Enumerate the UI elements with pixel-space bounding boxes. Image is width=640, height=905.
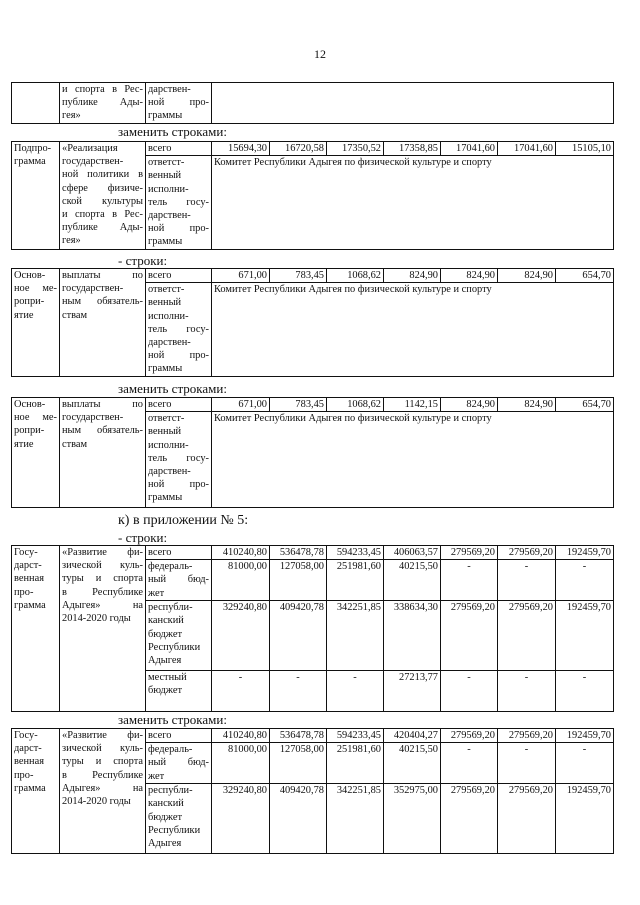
cell-total-label: всего bbox=[146, 269, 212, 283]
value-cell: 279569,20 bbox=[441, 784, 498, 854]
cell-line: 2014-2020 годы bbox=[62, 796, 131, 808]
value-cell: 1068,62 bbox=[327, 269, 384, 283]
cell-type bbox=[12, 729, 60, 854]
cell-name bbox=[60, 269, 146, 377]
cell-line: и спорта в Рес- bbox=[62, 209, 143, 221]
cell-executor: Комитет Республики Адыгея по физической культуре и спорту bbox=[212, 156, 614, 249]
table-main-event-new bbox=[11, 397, 614, 508]
cell-line: грамма bbox=[14, 156, 46, 168]
value-cell: 192459,70 bbox=[556, 729, 614, 743]
value-cell: - bbox=[441, 743, 498, 784]
cell-line: ятие bbox=[14, 309, 34, 321]
cell-line: грамма bbox=[14, 782, 46, 794]
cell-line: бюджет bbox=[148, 811, 183, 823]
cell-line: в Республике bbox=[62, 769, 143, 781]
value-cell: 279569,20 bbox=[498, 729, 556, 743]
cell-line: жет bbox=[148, 770, 165, 782]
cell-line: исполни- bbox=[148, 183, 189, 195]
cell-line: республи- bbox=[148, 785, 193, 797]
value-cell: - bbox=[327, 671, 384, 712]
value-cell: 409420,78 bbox=[270, 784, 327, 854]
cell-line: Республики bbox=[148, 641, 201, 653]
value-cell: 536478,78 bbox=[270, 546, 327, 560]
page-number: 12 bbox=[314, 47, 326, 61]
cell-type bbox=[12, 398, 60, 508]
table-subprogram-replacement bbox=[11, 141, 614, 250]
cell-line: и спорта в Рес- bbox=[62, 84, 143, 95]
cell-line: дарст- bbox=[14, 560, 42, 572]
cell-line: канский bbox=[148, 798, 184, 810]
cell-line: бюджет bbox=[148, 685, 183, 697]
cell-line: ной про- bbox=[148, 479, 209, 491]
value-cell: 279569,20 bbox=[498, 784, 556, 854]
cell-line: ный бюд- bbox=[148, 757, 209, 769]
cell-line: Госу- bbox=[14, 547, 38, 558]
value-cell: 81000,00 bbox=[212, 743, 270, 784]
value-cell: 342251,85 bbox=[327, 601, 384, 671]
value-cell: 192459,70 bbox=[556, 601, 614, 671]
cell-line: дарст- bbox=[14, 743, 42, 755]
cell-row-label bbox=[146, 784, 212, 854]
value-cell: - bbox=[441, 560, 498, 601]
value-cell: 352975,00 bbox=[384, 784, 441, 854]
cell-line: граммы bbox=[148, 236, 183, 248]
value-cell: - bbox=[212, 671, 270, 712]
cell-line: дарствен- bbox=[148, 466, 191, 478]
cell-line: венная bbox=[14, 756, 44, 768]
cell-line: туры и спорта bbox=[62, 756, 143, 768]
cell-empty bbox=[212, 83, 614, 124]
cell-line: ной про- bbox=[148, 223, 209, 235]
cell-line: ответст- bbox=[148, 284, 185, 296]
heading-replace-3: заменить строками: bbox=[118, 712, 227, 727]
cell-line: ной политики в bbox=[62, 169, 143, 181]
value-cell: 15694,30 bbox=[212, 142, 270, 156]
cell-line: федераль- bbox=[148, 561, 193, 573]
cell-line: Основ- bbox=[14, 399, 46, 410]
cell-line: ным обязатель- bbox=[62, 296, 143, 308]
cell-line: ным обязатель- bbox=[62, 425, 143, 437]
value-cell: 279569,20 bbox=[498, 546, 556, 560]
value-cell: 279569,20 bbox=[498, 601, 556, 671]
cell-line: «Развитие фи- bbox=[62, 730, 143, 741]
value-cell: 40215,50 bbox=[384, 560, 441, 601]
value-cell: - bbox=[498, 560, 556, 601]
value-cell: 329240,80 bbox=[212, 601, 270, 671]
cell-line: гея» bbox=[62, 110, 81, 122]
cell-line: дарствен- bbox=[148, 210, 191, 222]
value-cell: - bbox=[556, 743, 614, 784]
cell-exec bbox=[146, 83, 212, 124]
cell-line: дарствен- bbox=[148, 337, 191, 349]
cell-line: тель госу- bbox=[148, 452, 209, 464]
value-cell: 783,45 bbox=[270, 269, 327, 283]
cell-line: Адыгея» на bbox=[62, 782, 143, 794]
value-cell: 409420,78 bbox=[270, 601, 327, 671]
value-cell: 410240,80 bbox=[212, 546, 270, 560]
cell-line: ный бюд- bbox=[148, 574, 209, 586]
cell-line: канский bbox=[148, 615, 184, 627]
value-cell: - bbox=[498, 671, 556, 712]
value-cell: 338634,30 bbox=[384, 601, 441, 671]
value-cell: 329240,80 bbox=[212, 784, 270, 854]
cell-line: федераль- bbox=[148, 744, 193, 756]
cell-type bbox=[12, 546, 60, 712]
cell-line: государствен- bbox=[62, 156, 124, 168]
heading-lines-1: - строки: bbox=[118, 253, 168, 268]
cell-row-label bbox=[146, 601, 212, 671]
value-cell: 824,90 bbox=[498, 269, 556, 283]
cell-line: ствам bbox=[62, 309, 88, 321]
value-cell: - bbox=[556, 560, 614, 601]
value-cell: 127058,00 bbox=[270, 743, 327, 784]
cell-line: ное ме- bbox=[14, 412, 57, 424]
cell-line: публике Ады- bbox=[62, 222, 143, 234]
cell-line: публике Ады- bbox=[62, 97, 143, 109]
cell-total-label: всего bbox=[146, 142, 212, 156]
value-cell: 17350,52 bbox=[327, 142, 384, 156]
value-cell: 342251,85 bbox=[327, 784, 384, 854]
cell-line: граммы bbox=[148, 492, 183, 504]
cell-line: «Развитие фи- bbox=[62, 547, 143, 558]
cell-type bbox=[12, 142, 60, 250]
value-cell: 654,70 bbox=[556, 398, 614, 412]
cell-line: исполни- bbox=[148, 310, 189, 322]
cell-exec bbox=[146, 283, 212, 376]
table-main-event-old bbox=[11, 268, 614, 377]
cell-line: про- bbox=[14, 586, 34, 598]
cell-line: Основ- bbox=[14, 270, 46, 281]
value-cell: 251981,60 bbox=[327, 743, 384, 784]
cell-line: венная bbox=[14, 573, 44, 585]
value-cell: 279569,20 bbox=[441, 601, 498, 671]
value-cell: 251981,60 bbox=[327, 560, 384, 601]
cell-exec bbox=[146, 412, 212, 508]
value-cell: 1142,15 bbox=[384, 398, 441, 412]
value-cell: 279569,20 bbox=[441, 729, 498, 743]
cell-line: тель госу- bbox=[148, 196, 209, 208]
cell-line: тель госу- bbox=[148, 323, 209, 335]
value-cell: 420404,27 bbox=[384, 729, 441, 743]
value-cell: 81000,00 bbox=[212, 560, 270, 601]
cell-line: про- bbox=[14, 769, 34, 781]
value-cell: 824,90 bbox=[498, 398, 556, 412]
cell-exec bbox=[146, 156, 212, 249]
cell-line: жет bbox=[148, 587, 165, 599]
cell-line: республи- bbox=[148, 602, 193, 614]
cell-line: исполни- bbox=[148, 439, 189, 451]
cell-line: венный bbox=[148, 170, 182, 182]
cell-line: Госу- bbox=[14, 730, 38, 741]
cell-line: туры и спорта bbox=[62, 573, 143, 585]
cell-line: зической куль- bbox=[62, 560, 143, 572]
cell-executor: Комитет Республики Адыгея по физической культуре и спорту bbox=[212, 283, 614, 376]
cell-line: ской культуры bbox=[62, 195, 143, 207]
value-cell: 17041,60 bbox=[498, 142, 556, 156]
cell-row-label bbox=[146, 560, 212, 601]
cell-executor: Комитет Республики Адыгея по физической культуре и спорту bbox=[212, 412, 614, 508]
value-cell: 824,90 bbox=[384, 269, 441, 283]
value-cell: 16720,58 bbox=[270, 142, 327, 156]
cell-line: государствен- bbox=[62, 412, 124, 424]
value-cell: 192459,70 bbox=[556, 546, 614, 560]
cell-line: ной про- bbox=[148, 350, 209, 362]
value-cell: 594233,45 bbox=[327, 729, 384, 743]
cell-line: гея» bbox=[62, 235, 81, 247]
value-cell: 824,90 bbox=[441, 269, 498, 283]
cell-line: «Реализация bbox=[62, 143, 118, 154]
cell-line: бюджет bbox=[148, 628, 183, 640]
cell-line: Республики bbox=[148, 824, 201, 836]
cell-line: граммы bbox=[148, 110, 183, 122]
cell-line: ответст- bbox=[148, 413, 185, 425]
value-cell: 17041,60 bbox=[441, 142, 498, 156]
cell-name bbox=[60, 398, 146, 508]
cell-name bbox=[60, 729, 146, 854]
cell-line: ятие bbox=[14, 438, 34, 450]
cell-line: 2014-2020 годы bbox=[62, 613, 131, 625]
value-cell: 406063,57 bbox=[384, 546, 441, 560]
cell-line: Адыгея bbox=[148, 838, 182, 850]
value-cell: 783,45 bbox=[270, 398, 327, 412]
cell-name bbox=[60, 142, 146, 250]
cell-name bbox=[60, 546, 146, 712]
cell-line: грамма bbox=[14, 599, 46, 611]
value-cell: - bbox=[270, 671, 327, 712]
cell-line: всего bbox=[148, 730, 172, 741]
table-fragment-top bbox=[11, 82, 614, 124]
value-cell: 15105,10 bbox=[556, 142, 614, 156]
cell-line: ной про- bbox=[148, 97, 209, 109]
cell-line: ропри- bbox=[14, 425, 45, 437]
cell-line: ствам bbox=[62, 438, 88, 450]
cell-type bbox=[12, 269, 60, 377]
cell-row-label bbox=[146, 729, 212, 743]
value-cell: 40215,50 bbox=[384, 743, 441, 784]
heading-replace-1: заменить строками: bbox=[118, 124, 227, 139]
value-cell: 27213,77 bbox=[384, 671, 441, 712]
cell-line: граммы bbox=[148, 363, 183, 375]
cell-empty bbox=[12, 83, 60, 124]
cell-line: ропри- bbox=[14, 296, 45, 308]
table-state-program-old bbox=[11, 545, 614, 712]
cell-row-label bbox=[146, 671, 212, 712]
value-cell: - bbox=[441, 671, 498, 712]
value-cell: 410240,80 bbox=[212, 729, 270, 743]
cell-line: местный bbox=[148, 672, 187, 684]
value-cell: 824,90 bbox=[441, 398, 498, 412]
cell-name bbox=[60, 83, 146, 124]
value-cell: - bbox=[498, 743, 556, 784]
value-cell: 594233,45 bbox=[327, 546, 384, 560]
cell-line: государствен- bbox=[62, 283, 124, 295]
value-cell: - bbox=[556, 671, 614, 712]
cell-total-label: всего bbox=[146, 398, 212, 412]
value-cell: 1068,62 bbox=[327, 398, 384, 412]
heading-appendix: к) в приложении № 5: bbox=[118, 513, 249, 528]
cell-line: Адыгея» на bbox=[62, 599, 143, 611]
cell-line: ное ме- bbox=[14, 283, 57, 295]
cell-line: ответст- bbox=[148, 157, 185, 169]
value-cell: 671,00 bbox=[212, 398, 270, 412]
cell-line: сфере физиче- bbox=[62, 182, 143, 194]
value-cell: 17358,85 bbox=[384, 142, 441, 156]
value-cell: 279569,20 bbox=[441, 546, 498, 560]
value-cell: 671,00 bbox=[212, 269, 270, 283]
cell-line: дарствен- bbox=[148, 84, 191, 95]
cell-line: Подпро- bbox=[14, 143, 52, 154]
cell-row-label bbox=[146, 546, 212, 560]
cell-line: венный bbox=[148, 297, 182, 309]
cell-line: выплаты по bbox=[62, 399, 143, 410]
table-state-program-new bbox=[11, 728, 614, 854]
value-cell: 127058,00 bbox=[270, 560, 327, 601]
cell-line: выплаты по bbox=[62, 270, 143, 281]
value-cell: 192459,70 bbox=[556, 784, 614, 854]
cell-line: всего bbox=[148, 547, 172, 558]
heading-lines-2: - строки: bbox=[118, 530, 168, 545]
cell-row-label bbox=[146, 743, 212, 784]
cell-line: в Республике bbox=[62, 586, 143, 598]
value-cell: 654,70 bbox=[556, 269, 614, 283]
cell-line: зической куль- bbox=[62, 743, 143, 755]
cell-line: венный bbox=[148, 426, 182, 438]
heading-replace-2: заменить строками: bbox=[118, 381, 227, 396]
cell-line: Адыгея bbox=[148, 655, 182, 667]
value-cell: 536478,78 bbox=[270, 729, 327, 743]
